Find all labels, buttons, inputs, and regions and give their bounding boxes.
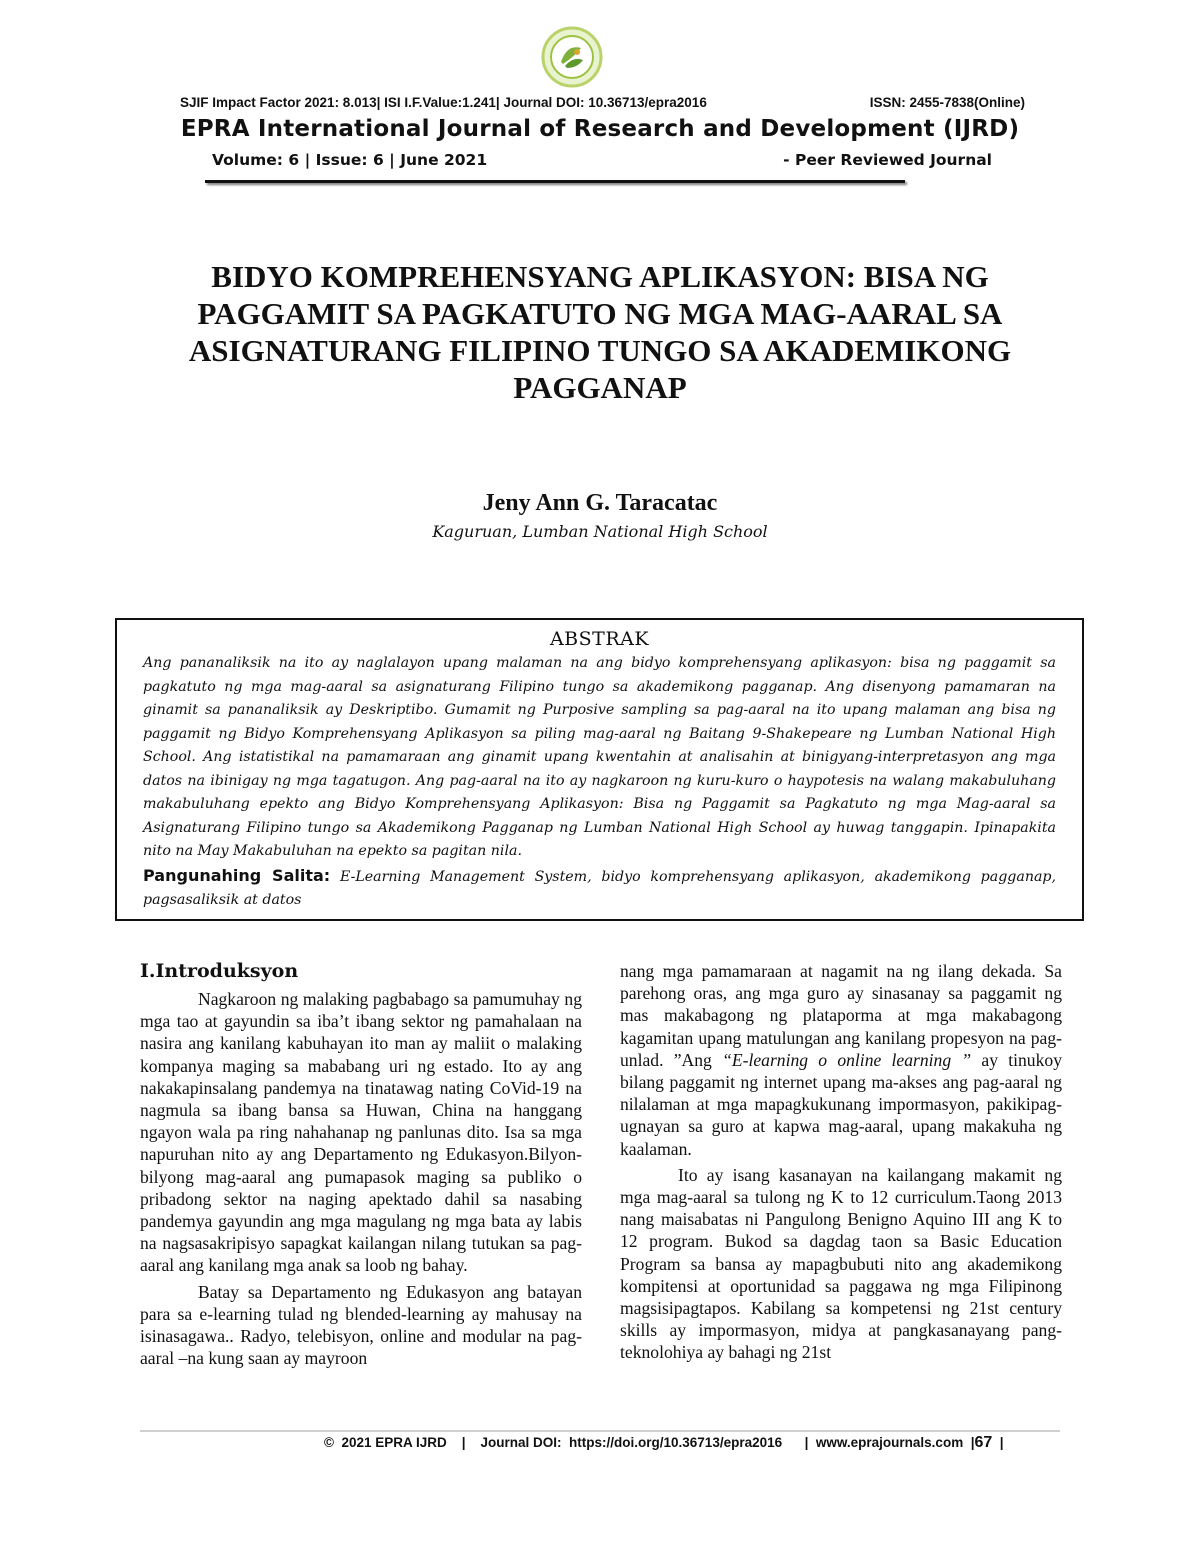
abstract-text: Ang pananaliksik na ito ay naglalayon upang malaman na ang bidyo komprehensyang aplikasyon: bisa ng paggamit sa pagkatuto ng mga mag-aaral sa asignaturang Filipino tungo sa akademikong pagganap. Ang disenyong pamamaran na ginamit sa pananaliksik ay Deskriptibo. Gumamit ng Purposive sampling sa pag-aaral na ito upang malaman ang bisa ng paggamit ng Bidyo Komprehensyang Aplikasyon sa piling mag-aaral ng Baitang 9-Shakepeare ng Lumban National High School. Ang istatistikal na pamamaraan ang ginamit upang kwentahin at analisahin at binigyang-interpretasyon ang mga datos na ibinigay ng mga tagatugon. Ang pag-aaral na ito ay nagkaroon ng kuru-kuro o haypotesis na walang makabuluhang makabuluhang epekto ang Bidyo Komprehensyang Aplikasyon: Bisa ng Paggamit sa Pagkatuto ng mga Mag-aaral sa Asignaturang Filipino tungo sa Akademikong Pagganap ng Lumban National High School ay huwag tanggapin. Ipinapakita nito na May Makabuluhan na epekto sa pagitan nila.	[143, 655, 1056, 859]
page-number: 67	[974, 1434, 993, 1451]
section-heading-introduksyon: I.Introduksyon	[140, 960, 299, 982]
paper-title: BIDYO KOMPREHENSYANG APLIKASYON: BISA NG PAGGAMIT SA PAGKATUTO NG MGA MAG-AARAL SA ASIGNATURANG FILIPINO TUNGO SA AKADEMIKONG PAGGANAP	[188, 259, 1012, 405]
keywords-text: E-Learning Management System, bidyo komprehensyang aplikasyon, akademikong pagganap, pagsasaliksik at datos	[143, 868, 1057, 908]
journal-seal-logo-icon	[541, 26, 603, 88]
left-column	[140, 958, 582, 1369]
footer-text: © 2021 EPRA IJRD | Journal DOI: https://doi.org/10.36713/epra2016 | www.eprajournals.com |	[324, 1435, 975, 1450]
footer-divider	[140, 1430, 1060, 1432]
paragraph: Nagkaroon ng malaking pagbabago sa pamumuhay ng mga tao at gayundin sa iba’t ibang sektor ng pamahalaan na nasira ang kanilang kabuhayan ito man ay maliit o malaking kompanya maging sa mababang uri ng estado. Ito ay ang nakakapinsalang pandemya na tinatawag nating CoVid-19 na nagmula sa ibang bansa sa Huwan, China na hanggang ngayon wala pa ring nahahanap ng panlunas dito. Isa sa mga napuruhan nito ay ang Departamento ng Edukasyon.Bilyon-bilyong mag-aaral ang pumapasok maging sa publiko o pribadong sektor na naging apektado dahil sa nasabing pandemya gayundin ang mga magulang ng mga bata ay labis na nagsasakripisyo sapagkat kailangan nilang tutukan sa pag-aaral ang kanilang mga anak sa loob ng bahay.	[140, 989, 582, 1276]
peer-reviewed-text: - Peer Reviewed Journal	[783, 151, 992, 169]
paragraph-text: nang mga pamamaraan at nagamit na ng ilang dekada. Sa parehong oras, ang mga guro ay sinasanay sa paggamit ng mas makabagong ng plataporma at mga makabagong kagamitan upang matulungan ang kanilang propesyon na pag-unlad. ”Ang	[620, 961, 1062, 1070]
impact-factor-text: SJIF Impact Factor 2021: 8.013| ISI I.F.Value:1.241| Journal DOI: 10.36713/epra2016	[180, 95, 707, 110]
keywords-label: Pangunahing Salita:	[143, 865, 331, 885]
journal-title: EPRA International Journal of Research and Development (IJRD)	[180, 116, 1020, 142]
header-divider	[205, 180, 905, 183]
issn-text: ISSN: 2455-7838(Online)	[869, 95, 1025, 110]
page-footer	[324, 1434, 1004, 1452]
volume-issue-text: Volume: 6 | Issue: 6 | June 2021	[212, 151, 488, 169]
emphasis-text: “E-learning o online learning ”	[722, 1049, 972, 1070]
author-affiliation: Kaguruan, Lumban National High School	[432, 522, 768, 541]
abstract-box	[115, 618, 1084, 921]
paragraph: Batay sa Departamento ng Edukasyon ang batayan para sa e-learning tulad ng blended-learning ay mahusay na isinasagawa.. Radyo, telebisyon, online and modular na pag-aaral –na kung saan ay mayroon	[140, 1281, 582, 1369]
volume-line	[212, 151, 992, 169]
journal-meta-line	[180, 95, 1025, 110]
footer-trail: |	[992, 1435, 1004, 1450]
paragraph-text: ay tinukoy bilang paggamit ng internet upang ma-akses ang pag-aaral ng nilalaman at mga mapagkukunang impormasyon, pakikipag-ugnayan sa guro at kapwa mag-aaral, upang makakuha ng kaalaman.	[620, 1049, 1062, 1159]
abstract-heading: ABSTRAK	[549, 628, 650, 650]
right-column	[620, 960, 1062, 1364]
paragraph	[620, 960, 1062, 1160]
paragraph: Ito ay isang kasanayan na kailangang makamit ng mga mag-aaral sa tulong ng K to 12 curriculum.Taong 2013 nang maisabatas ni Pangulong Benigno Aquino III ang K to 12 program. Bukod sa dagdag taon sa Basic Education Program sa bansa ay mapagbubuti nito ang akademikong kompitensi at oportunidad sa paggawa ng mga Filipinong magsisipagtapos. Kabilang sa kompetensi ng 21st century skills ay impormasyon, midya at pangkasanayang pang-teknolohiya ay bahagi ng 21st	[620, 1164, 1062, 1363]
keywords	[143, 864, 1056, 913]
author-name: Jeny Ann G. Taracatac	[482, 490, 718, 516]
